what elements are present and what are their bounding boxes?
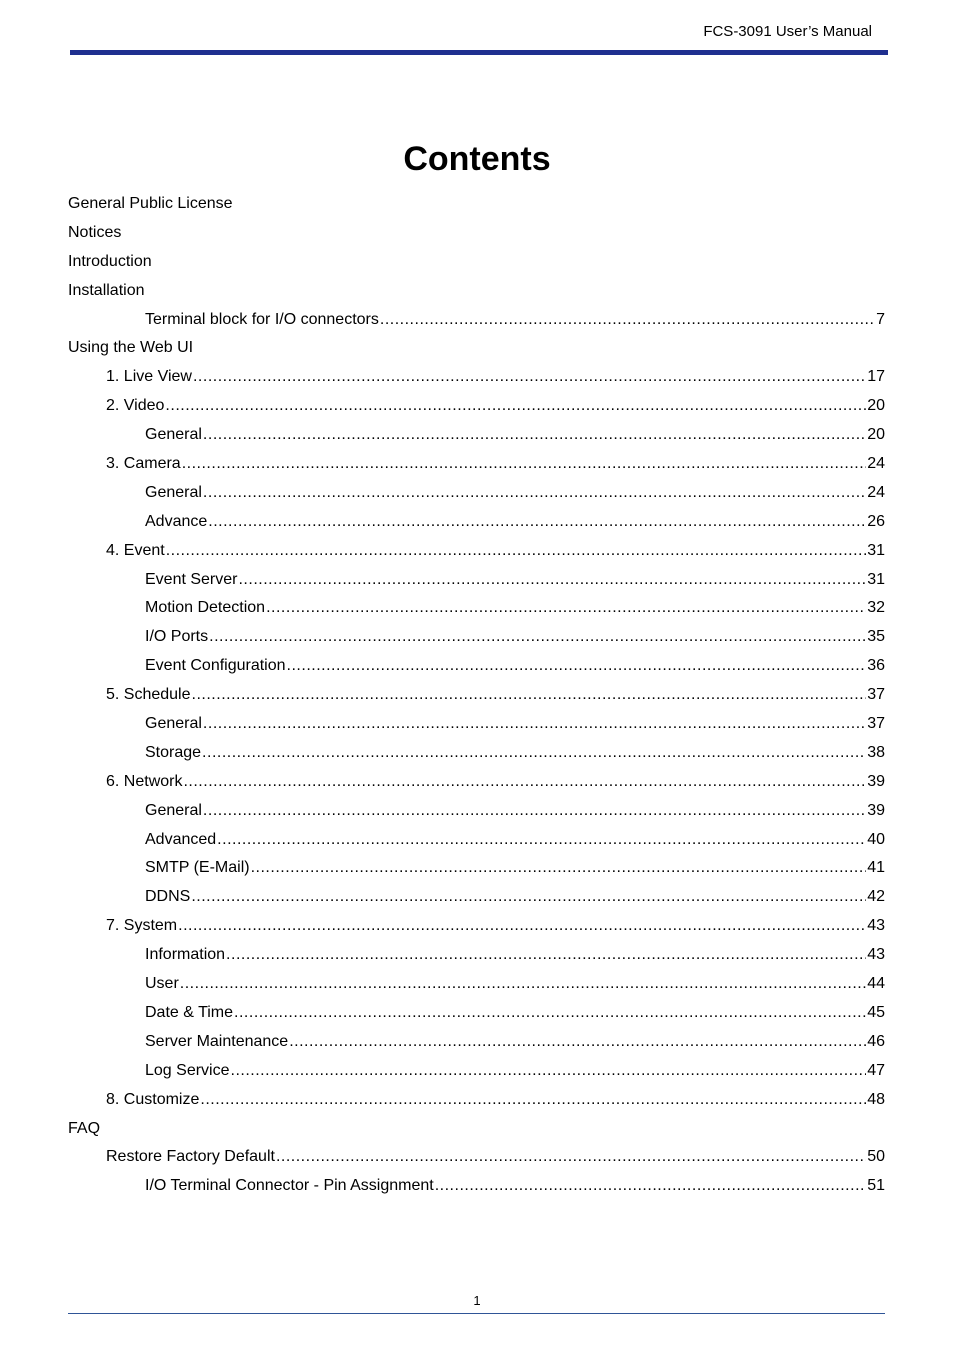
toc-entry[interactable]	[68, 768, 885, 797]
toc-entry[interactable]	[68, 652, 885, 681]
toc-dot-leader	[231, 1057, 867, 1086]
toc-dot-leader	[202, 739, 866, 768]
toc-entry[interactable]	[68, 277, 885, 306]
toc-entry-page: 20	[867, 426, 885, 444]
toc-entry[interactable]	[68, 941, 885, 970]
toc-entry[interactable]	[68, 334, 885, 363]
toc-entry[interactable]	[68, 537, 885, 566]
toc-entry-label: Event Server	[145, 570, 238, 588]
toc-entry-page: 20	[867, 397, 885, 415]
toc-entry-label: 5. Schedule	[106, 686, 191, 704]
toc-entry[interactable]	[68, 970, 885, 999]
toc-entry-label: Log Service	[145, 1061, 230, 1079]
toc-entry-page: 43	[867, 917, 885, 935]
toc-entry-label: Information	[145, 946, 226, 964]
toc-entry-label: Notices	[68, 223, 122, 241]
toc-dot-leader	[203, 421, 866, 450]
toc-dot-leader	[208, 508, 866, 537]
toc-entry[interactable]	[68, 1028, 885, 1057]
toc-dot-leader	[178, 912, 866, 941]
toc-dot-leader	[287, 652, 867, 681]
toc-entry[interactable]	[68, 826, 885, 855]
table-of-contents	[68, 190, 885, 1201]
toc-dot-leader	[238, 566, 866, 595]
toc-entry-label: Using the Web UI	[68, 339, 194, 357]
footer-divider	[68, 1313, 885, 1314]
toc-entry-label: 3. Camera	[106, 455, 181, 473]
toc-dot-leader	[165, 392, 866, 421]
toc-dot-leader	[180, 970, 866, 999]
toc-entry-label: 6. Network	[106, 772, 183, 790]
toc-entry[interactable]	[68, 190, 885, 219]
toc-entry-page: 48	[867, 1090, 885, 1108]
toc-dot-leader	[183, 768, 866, 797]
toc-entry-page: 37	[867, 715, 885, 733]
toc-dot-leader	[182, 450, 867, 479]
toc-entry-label: 2. Video	[106, 397, 165, 415]
toc-entry-page: 40	[867, 830, 885, 848]
toc-dot-leader	[276, 1143, 866, 1172]
toc-dot-leader	[226, 941, 866, 970]
toc-entry-page: 50	[867, 1148, 885, 1166]
toc-entry-label: Event Configuration	[145, 657, 286, 675]
toc-entry[interactable]	[68, 710, 885, 739]
toc-entry-page: 45	[867, 1003, 885, 1021]
toc-entry-page: 24	[867, 483, 885, 501]
toc-entry[interactable]	[68, 1143, 885, 1172]
toc-entry[interactable]	[68, 1086, 885, 1115]
toc-entry-label: FAQ	[68, 1119, 101, 1137]
toc-entry[interactable]	[68, 1057, 885, 1086]
toc-entry[interactable]	[68, 392, 885, 421]
toc-entry-label: Terminal block for I/O connectors	[145, 310, 379, 328]
toc-entry[interactable]	[68, 566, 885, 595]
toc-entry[interactable]	[68, 883, 885, 912]
toc-entry[interactable]	[68, 421, 885, 450]
toc-entry-page: 41	[867, 859, 885, 877]
toc-dot-leader	[209, 623, 866, 652]
toc-entry-label: Server Maintenance	[145, 1032, 289, 1050]
toc-entry-label: Storage	[145, 743, 202, 761]
toc-entry-page: 39	[867, 772, 885, 790]
toc-dot-leader	[200, 1086, 866, 1115]
toc-dot-leader	[203, 797, 866, 826]
toc-entry-label: General	[145, 426, 202, 444]
toc-entry-label: Introduction	[68, 252, 152, 270]
toc-entry-label: I/O Terminal Connector - Pin Assignment	[145, 1177, 434, 1195]
toc-entry-page: 37	[867, 686, 885, 704]
toc-entry-label: Motion Detection	[145, 599, 266, 617]
toc-entry-label: 8. Customize	[106, 1090, 200, 1108]
toc-entry[interactable]	[68, 363, 885, 392]
toc-entry[interactable]	[68, 479, 885, 508]
toc-dot-leader	[203, 710, 866, 739]
toc-entry-page: 26	[867, 512, 885, 530]
toc-dot-leader	[380, 306, 875, 335]
toc-dot-leader	[193, 363, 866, 392]
toc-entry-label: General	[145, 715, 202, 733]
toc-dot-leader	[234, 999, 866, 1028]
toc-entry[interactable]	[68, 797, 885, 826]
toc-dot-leader	[266, 594, 866, 623]
toc-entry-page: 7	[876, 310, 885, 328]
toc-dot-leader	[192, 681, 867, 710]
toc-entry-page: 38	[867, 743, 885, 761]
toc-dot-leader	[289, 1028, 866, 1057]
toc-entry-label: General	[145, 801, 202, 819]
toc-entry[interactable]	[68, 450, 885, 479]
toc-dot-leader	[166, 537, 867, 566]
toc-entry[interactable]	[68, 594, 885, 623]
manual-header-title: FCS-3091 User’s Manual	[703, 23, 872, 40]
header-divider	[70, 50, 888, 55]
toc-entry[interactable]	[68, 854, 885, 883]
toc-entry-label: I/O Ports	[145, 628, 209, 646]
toc-entry-label: 1. Live View	[106, 368, 192, 386]
toc-entry-page: 36	[867, 657, 885, 675]
page-number: 1	[473, 1293, 481, 1308]
toc-dot-leader	[251, 854, 867, 883]
toc-entry[interactable]	[68, 623, 885, 652]
toc-entry-page: 24	[867, 455, 885, 473]
toc-entry-label: User	[145, 975, 179, 993]
toc-entry-page: 39	[867, 801, 885, 819]
toc-entry-page: 32	[867, 599, 885, 617]
toc-dot-leader	[217, 826, 866, 855]
toc-entry-label: 4. Event	[106, 541, 165, 559]
toc-entry[interactable]	[68, 1115, 885, 1144]
toc-entry-page: 44	[867, 975, 885, 993]
toc-entry-page: 46	[867, 1032, 885, 1050]
toc-entry-page: 17	[867, 368, 885, 386]
toc-entry[interactable]	[68, 248, 885, 277]
toc-entry-label: Date & Time	[145, 1003, 234, 1021]
toc-entry-page: 31	[867, 570, 885, 588]
page-title: Contents	[403, 140, 551, 178]
toc-entry-label: DDNS	[145, 888, 191, 906]
toc-entry[interactable]	[68, 508, 885, 537]
toc-entry[interactable]	[68, 912, 885, 941]
toc-entry[interactable]	[68, 219, 885, 248]
toc-dot-leader	[191, 883, 866, 912]
toc-entry-page: 47	[867, 1061, 885, 1079]
toc-dot-leader	[435, 1172, 866, 1201]
toc-entry-page: 35	[867, 628, 885, 646]
toc-entry-page: 51	[867, 1177, 885, 1195]
toc-entry-page: 42	[867, 888, 885, 906]
toc-entry-label: Advanced	[145, 830, 217, 848]
toc-entry-label: General Public License	[68, 195, 233, 212]
toc-entry[interactable]	[68, 999, 885, 1028]
toc-entry[interactable]	[68, 681, 885, 710]
toc-entry-label: General	[145, 483, 202, 501]
toc-entry[interactable]	[68, 306, 885, 335]
toc-entry-label: 7. System	[106, 917, 178, 935]
toc-entry-label: SMTP (E-Mail)	[145, 859, 250, 877]
toc-entry[interactable]	[68, 1172, 885, 1201]
toc-entry-label: Installation	[68, 281, 145, 299]
toc-entry-label: Restore Factory Default	[106, 1148, 275, 1166]
toc-entry-label: Advance	[145, 512, 208, 530]
toc-dot-leader	[203, 479, 866, 508]
toc-entry-page: 31	[867, 541, 885, 559]
toc-entry-page: 43	[867, 946, 885, 964]
toc-entry[interactable]	[68, 739, 885, 768]
